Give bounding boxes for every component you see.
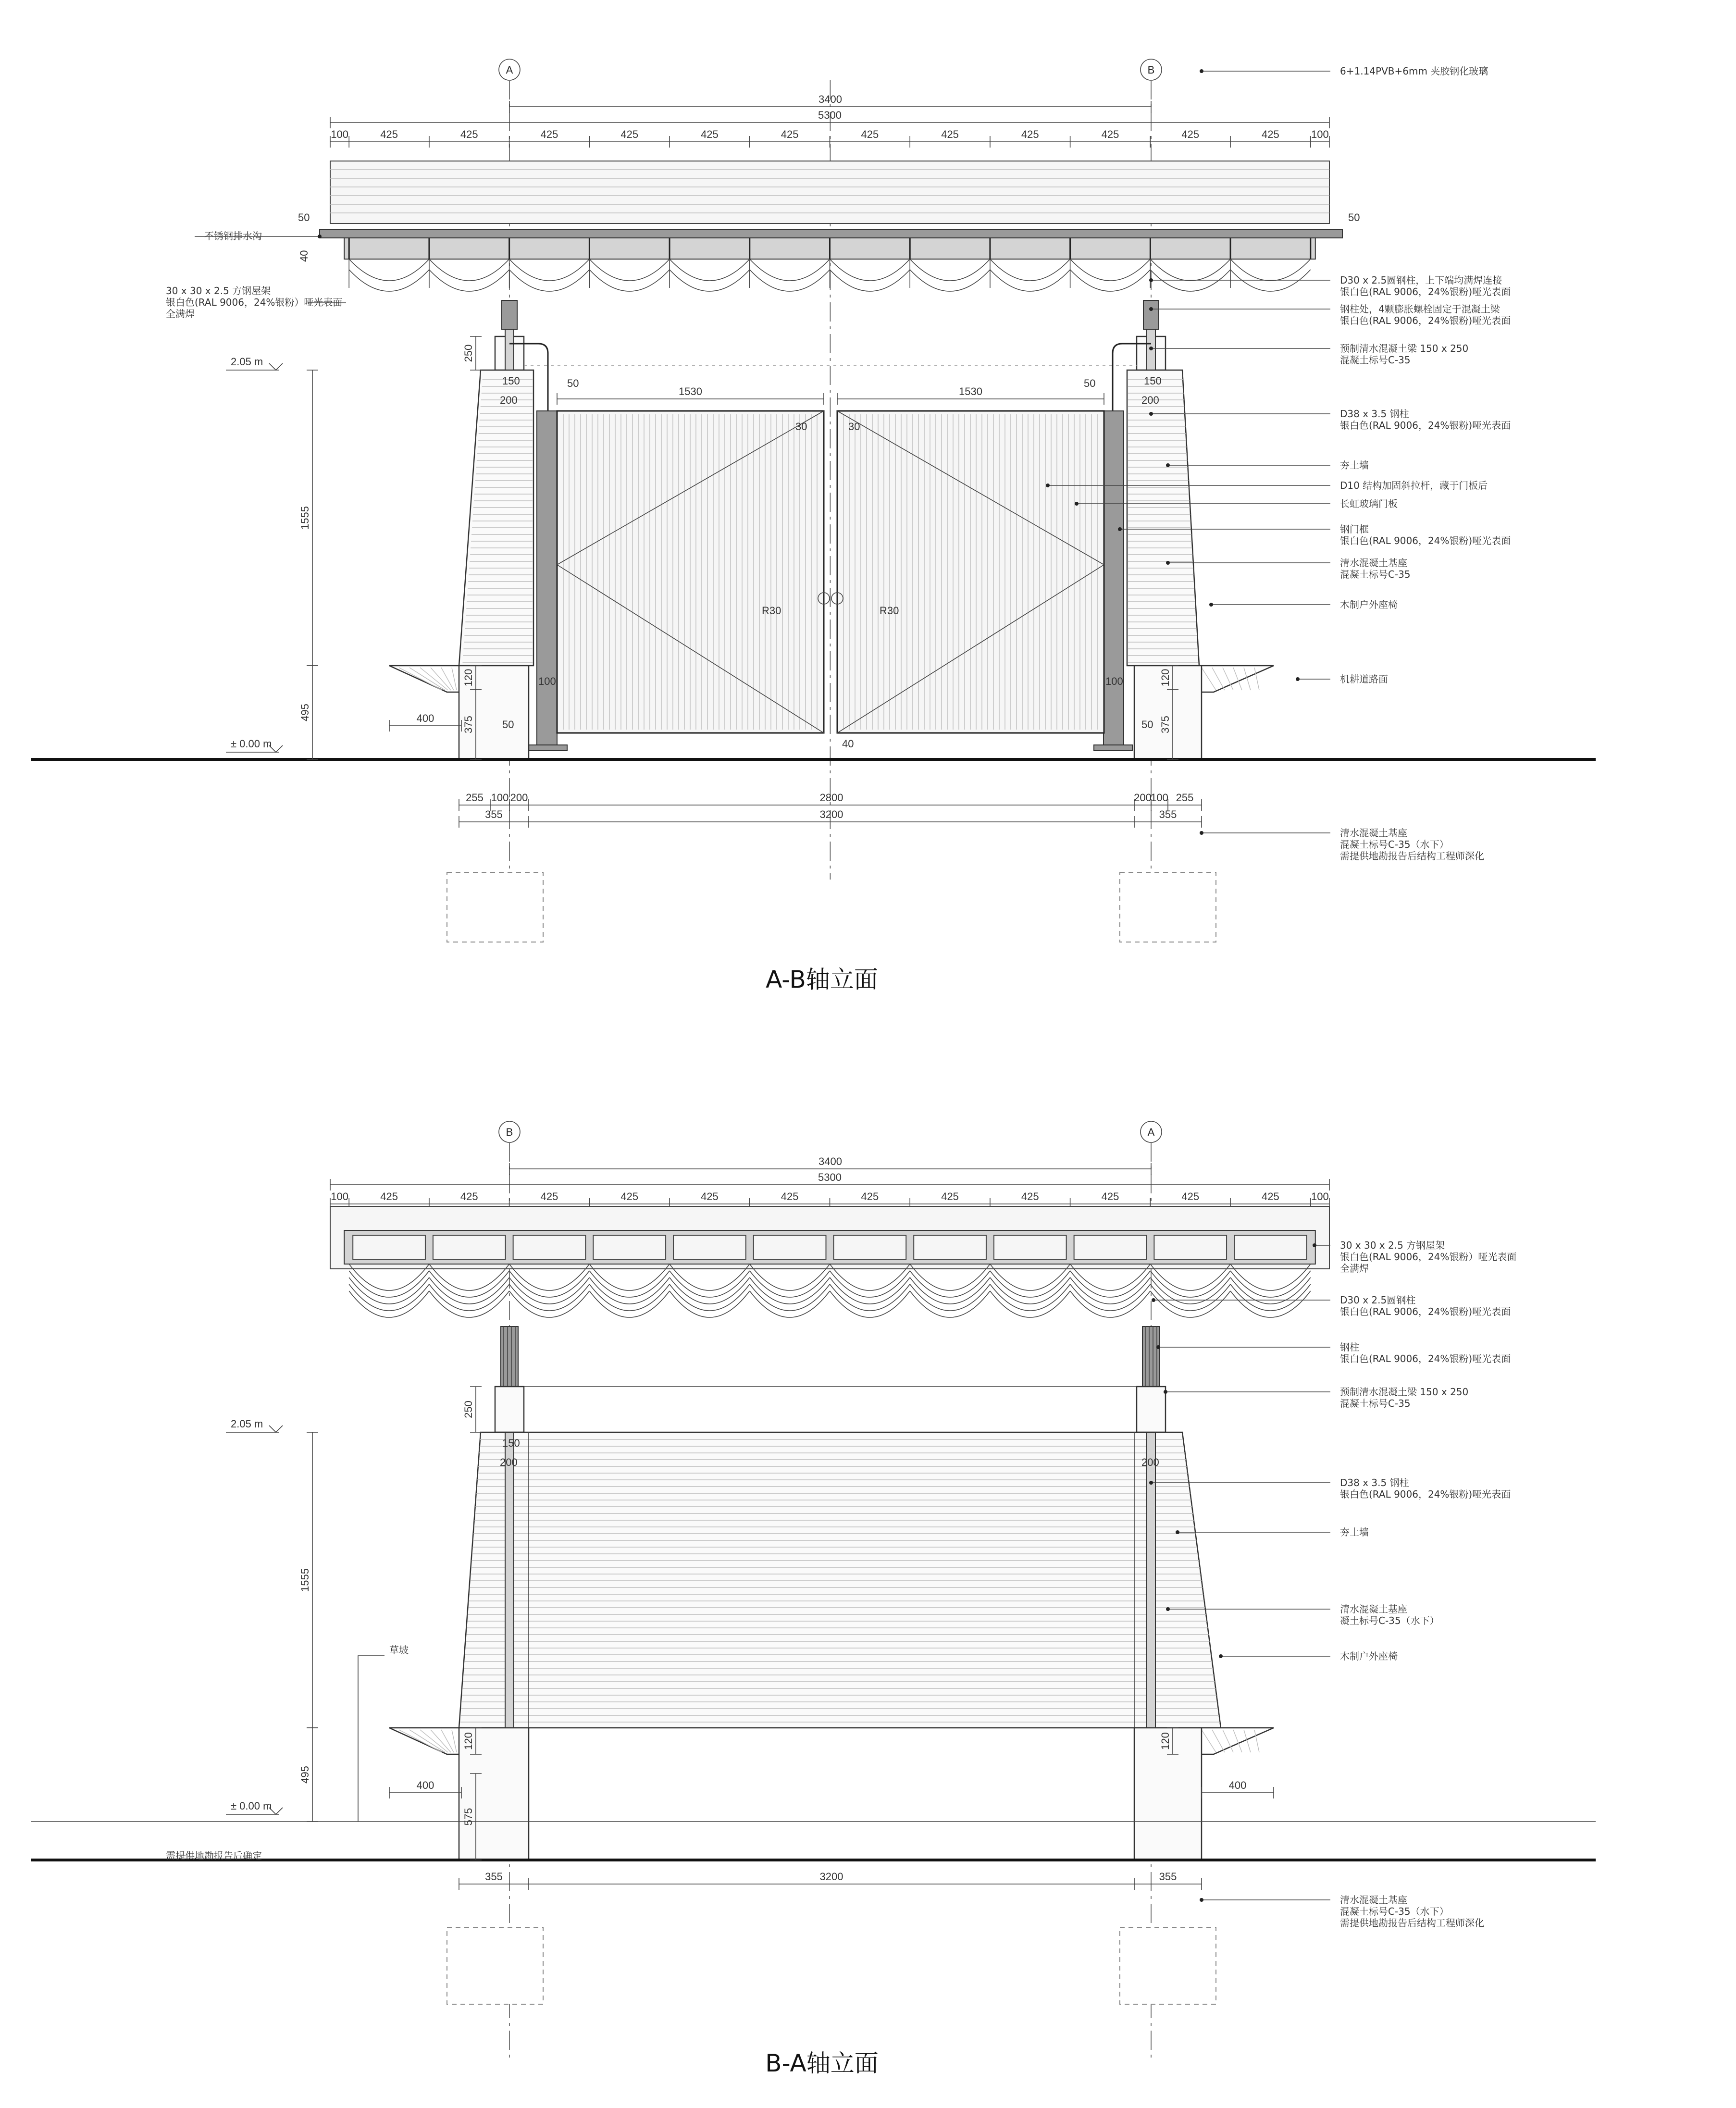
dimension-label: 250 — [462, 1401, 474, 1418]
dimension-label: 100 — [491, 792, 509, 804]
column-capital — [502, 300, 517, 329]
steel-columns — [501, 1327, 1160, 1389]
dimension-label: 255 — [1176, 792, 1194, 804]
dimension-label: 400 — [416, 1779, 434, 1791]
annotation-note — [1200, 1894, 1484, 1929]
wooden-seat-right — [1199, 1728, 1274, 1754]
dimension-label: 200 — [510, 792, 528, 804]
view-title: B-A轴立面 — [765, 2049, 879, 2077]
truss-panel — [994, 1235, 1066, 1259]
dimension-label: 200 — [500, 394, 518, 406]
truss-panel — [353, 1235, 425, 1259]
level-triangle — [269, 1426, 283, 1432]
annotation-text: 银白色(RAL 9006，24%银粉)哑光表面 — [1340, 315, 1511, 326]
elevation-a-b — [31, 59, 1596, 993]
leader-dot — [1200, 69, 1203, 73]
annotation-note — [195, 230, 322, 242]
dimension-label: 50 — [298, 211, 310, 223]
leader-dot — [1046, 484, 1050, 487]
dimension-label: 30 — [848, 421, 860, 433]
dimension-label: 425 — [1021, 128, 1039, 140]
dimension-label: 400 — [416, 712, 434, 724]
dimension-label: 425 — [380, 128, 398, 140]
dimension-label: 425 — [941, 1190, 959, 1203]
dimension-label: 200 — [1141, 394, 1159, 406]
annotation-text: 清水混凝土基座 — [1340, 1894, 1407, 1906]
truss-panel — [433, 1235, 506, 1259]
canopy-swag — [670, 1271, 750, 1297]
truss-panel — [1234, 1235, 1307, 1259]
annotation-note — [1149, 343, 1468, 366]
concrete-beam-left — [495, 1387, 524, 1432]
dimension-label: 425 — [620, 1190, 639, 1203]
roof-assembly — [320, 161, 1342, 291]
dimension-label: 425 — [380, 1190, 398, 1203]
canopy-swag — [1230, 259, 1311, 281]
annotation-note — [389, 1644, 409, 1656]
dimension-label: 150 — [502, 1437, 520, 1449]
dimension-label: 1530 — [959, 385, 982, 397]
level-marker: ± 0.00 m — [231, 738, 272, 750]
dimension-label: 425 — [1101, 128, 1119, 140]
annotation-note — [166, 285, 342, 320]
annotation-note — [1149, 1477, 1511, 1500]
annotation-text: 需提供地勘报告后结构工程师深化 — [1340, 1917, 1484, 1929]
dimension-label: 1530 — [679, 385, 702, 397]
dimension-label: 355 — [1159, 1871, 1177, 1883]
wooden-seat-right — [1199, 666, 1274, 692]
annotation-text: 银白色(RAL 9006，24%银粉)哑光表面 — [1340, 535, 1511, 546]
annotation-text: 预制清水混凝土梁 150 x 250 — [1340, 343, 1469, 354]
canopy-swag — [589, 1271, 670, 1297]
rammed-earth-wall — [459, 1432, 1221, 1728]
annotation-text: 全满焊 — [166, 308, 195, 320]
canopy-swag — [1070, 259, 1151, 281]
dimension-label: 425 — [701, 128, 719, 140]
leader-dot — [1152, 1298, 1155, 1302]
dimension-label: 200 — [1141, 1456, 1159, 1468]
leader-dot — [1176, 1530, 1179, 1534]
annotation-text: 全满焊 — [1340, 1263, 1369, 1274]
steel-column-d38 — [505, 1432, 514, 1728]
dimension-label: 120 — [1159, 1732, 1171, 1750]
annotation-text: 混凝土标号C-35 — [1340, 1398, 1411, 1409]
annotation-text: 清水混凝土基座 — [1340, 827, 1407, 839]
dimension-label: 2800 — [819, 792, 843, 804]
stainless-gutter — [320, 230, 1342, 238]
annotation-text: 银白色(RAL 9006，24%银粉)哑光表面 — [1340, 1306, 1511, 1317]
glass-roof-panel — [330, 161, 1329, 223]
annotation-text: 30 x 30 x 2.5 方钢屋架 — [166, 285, 271, 297]
dimension-label: 425 — [460, 1190, 478, 1203]
dimension-label: 50 — [567, 377, 579, 389]
annotation-text: 清水混凝土基座 — [1340, 557, 1407, 569]
annotation-note — [1219, 1650, 1398, 1662]
door-frame-right — [1104, 411, 1124, 745]
canopy-swag — [1150, 259, 1230, 281]
door-foot-right — [1094, 745, 1132, 751]
dimension-label: 495 — [299, 1766, 311, 1784]
annotation-text: D10 结构加固斜拉杆，藏于门板后 — [1340, 480, 1488, 491]
canopy-swag — [429, 259, 509, 281]
annotation-text: 机耕道路面 — [1340, 673, 1388, 685]
dimension-label: 425 — [941, 128, 959, 140]
leader-dot — [1149, 1481, 1153, 1485]
dimension-label: 1555 — [299, 506, 311, 530]
concrete-beam-right — [1137, 1387, 1166, 1432]
dimension-label: 425 — [620, 128, 639, 140]
dimension-label: 355 — [1159, 808, 1177, 820]
canopy-swag — [910, 1271, 990, 1297]
dimension-label: 120 — [1159, 669, 1171, 687]
dimension-label: 425 — [1181, 128, 1200, 140]
annotation-text: 预制清水混凝土梁 150 x 250 — [1340, 1386, 1469, 1398]
canopy-swag — [509, 1271, 590, 1297]
annotation-note — [1200, 827, 1484, 862]
leader-dot — [1296, 677, 1300, 681]
annotation-text: 凝土标号C-35（水下） — [1340, 1615, 1439, 1626]
canopy-swag — [1150, 1271, 1230, 1297]
footing-right — [1120, 1927, 1216, 2004]
leader-dot — [1149, 412, 1153, 416]
annotation-text: D38 x 3.5 钢柱 — [1340, 408, 1409, 420]
dimension-label: 375 — [1159, 716, 1171, 733]
wooden-seat-left — [389, 666, 461, 692]
annotation-text: 钢门框 — [1340, 523, 1369, 535]
leader-dot — [1118, 527, 1122, 531]
truss-panel — [914, 1235, 986, 1259]
annotation-note — [1209, 599, 1398, 610]
dimension-label: 250 — [462, 344, 474, 362]
canopy-swag — [670, 259, 750, 281]
annotation-text: 钢柱处，4颗膨胀螺栓固定于混凝土梁 — [1340, 303, 1500, 315]
annotation-text: D30 x 2.5圆钢柱 — [1340, 1294, 1416, 1306]
annotation-note — [1313, 1240, 1516, 1274]
annotation-note — [1149, 303, 1511, 326]
dimension-label: 100 — [331, 1190, 348, 1203]
annotation-note — [1176, 1526, 1369, 1538]
dimension-label: 100 — [538, 675, 556, 687]
dimension-label: 425 — [1021, 1190, 1039, 1203]
dimension-label: 425 — [781, 128, 799, 140]
annotation-note — [1200, 65, 1488, 77]
axis-label: A — [1147, 1126, 1155, 1138]
dimension-label: 50 — [502, 719, 514, 731]
column-capital — [1143, 300, 1159, 329]
annotation-text: D38 x 3.5 钢柱 — [1340, 1477, 1409, 1488]
dimension-label: 1555 — [299, 1568, 311, 1592]
annotation-text: 木制户外座椅 — [1340, 599, 1398, 610]
dimension-label: 425 — [460, 128, 478, 140]
dimension-label: 100 — [1311, 128, 1329, 140]
dimension-label: 5300 — [818, 1171, 842, 1183]
annotation-text: 30 x 30 x 2.5 方钢屋架 — [1340, 1240, 1445, 1251]
dimension-label: 3200 — [819, 1871, 843, 1883]
annotation-note — [1156, 1341, 1511, 1364]
annotation-text: 银白色(RAL 9006，24%银粉)哑光表面 — [1340, 1488, 1511, 1500]
leader-dot — [1075, 502, 1079, 506]
dimension-label: 375 — [462, 716, 474, 733]
dimension-label: 425 — [1181, 1190, 1200, 1203]
dimension-label: 3400 — [818, 93, 842, 105]
leader-dot — [318, 235, 322, 238]
annotation-text: 草坡 — [389, 1644, 409, 1656]
annotation-text: 银白色(RAL 9006，24%银粉）哑光表面 — [1340, 1251, 1517, 1263]
annotation-note — [1164, 1386, 1468, 1409]
dimension-label: 120 — [462, 1732, 474, 1750]
level-triangle — [269, 363, 283, 370]
annotation-note — [1166, 459, 1369, 471]
annotation-text: 银白色(RAL 9006，24%银粉)哑光表面 — [1340, 1353, 1511, 1364]
leader-dot — [1313, 1243, 1316, 1247]
dimension-label: 355 — [485, 1871, 503, 1883]
canopy-swag — [429, 1271, 509, 1297]
dimension-label: 425 — [1262, 128, 1279, 140]
truss-panel — [513, 1235, 586, 1259]
leader-dot — [1219, 1654, 1223, 1658]
axis-label: B — [1147, 64, 1155, 76]
leader-dot — [1209, 603, 1213, 607]
axis-label: A — [506, 64, 513, 76]
dimension-label: 425 — [1101, 1190, 1119, 1203]
dimension-label: 425 — [1262, 1190, 1279, 1203]
dimension-label: 3400 — [818, 1155, 842, 1167]
canopy-swag — [509, 259, 590, 281]
dimension-label: 355 — [485, 808, 503, 820]
canopy-swag — [990, 1271, 1070, 1297]
truss-panel — [834, 1235, 906, 1259]
annotation-text: 钢柱 — [1340, 1341, 1359, 1353]
dimension-label: 40 — [298, 250, 310, 262]
level-marker: ± 0.00 m — [231, 1800, 272, 1812]
dimension-label: 5300 — [818, 109, 842, 121]
annotation-note — [1296, 673, 1388, 685]
canopy-swag — [1070, 1271, 1151, 1297]
annotation-text: 木制户外座椅 — [1340, 1650, 1398, 1662]
annotation-text: 混凝土标号C-35（水下） — [1340, 1906, 1449, 1917]
dimension-label: 255 — [466, 792, 484, 804]
annotation-text: 需提供地勘报告后结构工程师深化 — [1340, 850, 1484, 862]
canopy-swag — [1230, 1271, 1311, 1297]
annotation-text: 需提供地勘报告后确定 — [166, 1850, 262, 1861]
canopy-swag — [830, 1271, 910, 1297]
leader-line — [358, 1656, 384, 1822]
leader-dot — [1164, 1390, 1167, 1394]
canopy-swag — [349, 1271, 429, 1297]
dimension-label: 425 — [861, 1190, 879, 1203]
dimension-label: 425 — [540, 1190, 558, 1203]
view-title: A-B轴立面 — [766, 966, 878, 993]
leader-dot — [1200, 831, 1203, 835]
level-marker: 2.05 m — [231, 356, 263, 368]
annotation-note — [1149, 274, 1511, 298]
leader-dot — [1156, 1345, 1160, 1349]
dimension-label: 425 — [861, 128, 879, 140]
annotation-text: 6+1.14PVB+6mm 夹胶钢化玻璃 — [1340, 65, 1488, 77]
dimension-label: 50 — [1084, 377, 1096, 389]
door-frame-left — [537, 411, 557, 745]
dimension-label: 575 — [462, 1808, 474, 1826]
dimension-label: 495 — [299, 704, 311, 721]
annotation-text: 银白色(RAL 9006，24%银粉）哑光表面 — [166, 297, 343, 308]
truss-panel — [1074, 1235, 1147, 1259]
dimension-label: 50 — [1141, 719, 1153, 731]
steel-column-d38 — [1147, 1432, 1155, 1728]
dimension-label: 100 — [1151, 792, 1168, 804]
canopy-swag — [750, 1271, 830, 1297]
dimension-label: 50 — [1348, 211, 1360, 223]
dimension-label: 30 — [795, 421, 807, 433]
dimension-label: R30 — [762, 605, 781, 617]
level-marker: 2.05 m — [231, 1418, 263, 1430]
rammed-earth-wall-left — [459, 370, 533, 666]
roof-assembly — [330, 1206, 1329, 1317]
dimension-label: 150 — [502, 375, 520, 387]
leader-dot — [1149, 278, 1153, 282]
canopy-swag — [589, 259, 670, 281]
rammed-earth-wall-right — [1127, 370, 1199, 666]
annotation-text: 长虹玻璃门板 — [1340, 498, 1398, 509]
dimension-label: 120 — [462, 669, 474, 687]
dimension-label: 100 — [1311, 1190, 1329, 1203]
door-foot-left — [529, 745, 567, 751]
leader-dot — [1149, 307, 1153, 311]
annotation-text: 夯土墙 — [1340, 1526, 1369, 1538]
canopy-swag — [349, 259, 429, 281]
footing-left — [447, 1927, 543, 2004]
annotation-note — [1149, 408, 1511, 431]
leader-dot — [1166, 1607, 1170, 1611]
dimension-label: 425 — [701, 1190, 719, 1203]
elevation-b-a — [31, 1121, 1596, 2077]
rammed-earth-wall — [459, 1432, 1221, 1728]
wooden-seat-left — [389, 1728, 461, 1754]
dimension-label: 40 — [842, 738, 854, 750]
annotation-note — [166, 1850, 262, 1861]
dimension-label: 3200 — [819, 808, 843, 820]
leader-dot — [1166, 561, 1170, 565]
axis-label: B — [506, 1126, 513, 1138]
dimension-label: 100 — [331, 128, 348, 140]
dimension-label: 100 — [1105, 675, 1123, 687]
truss-panel — [673, 1235, 746, 1259]
annotation-text: 混凝土标号C-35 — [1340, 354, 1411, 366]
dimension-label: 200 — [1134, 792, 1152, 804]
truss-panel — [1154, 1235, 1227, 1259]
leader-dot — [1166, 463, 1170, 467]
canopy-swag — [910, 259, 990, 281]
footing-right — [1120, 872, 1216, 942]
annotation-text: D30 x 2.5圆钢柱，上下端均满焊连接 — [1340, 274, 1502, 286]
truss-panel — [593, 1235, 666, 1259]
annotation-text: 混凝土标号C-35（水下） — [1340, 839, 1449, 850]
annotation-text: 清水混凝土基座 — [1340, 1603, 1407, 1615]
annotation-text: 夯土墙 — [1340, 459, 1369, 471]
leader-dot — [1149, 347, 1153, 350]
canopy-swag — [750, 259, 830, 281]
canopy-swag — [990, 259, 1070, 281]
annotation-text: 混凝土标号C-35 — [1340, 569, 1411, 580]
annotation-note — [1166, 557, 1411, 580]
dimension-label: 425 — [540, 128, 558, 140]
dimension-label: 400 — [1228, 1779, 1247, 1791]
dimension-label: 150 — [1144, 375, 1162, 387]
dimension-label: 200 — [500, 1456, 518, 1468]
truss-panel — [754, 1235, 826, 1259]
annotation-text: 银白色(RAL 9006，24%银粉)哑光表面 — [1340, 286, 1511, 298]
leader-dot — [1200, 1898, 1203, 1902]
canopy-swag — [830, 259, 910, 281]
annotation-text: 银白色(RAL 9006，24%银粉)哑光表面 — [1340, 420, 1511, 431]
annotation-text: 不锈钢排水沟 — [204, 230, 262, 242]
dimension-label: 425 — [781, 1190, 799, 1203]
footing-left — [447, 872, 543, 942]
dimension-label: R30 — [880, 605, 899, 617]
